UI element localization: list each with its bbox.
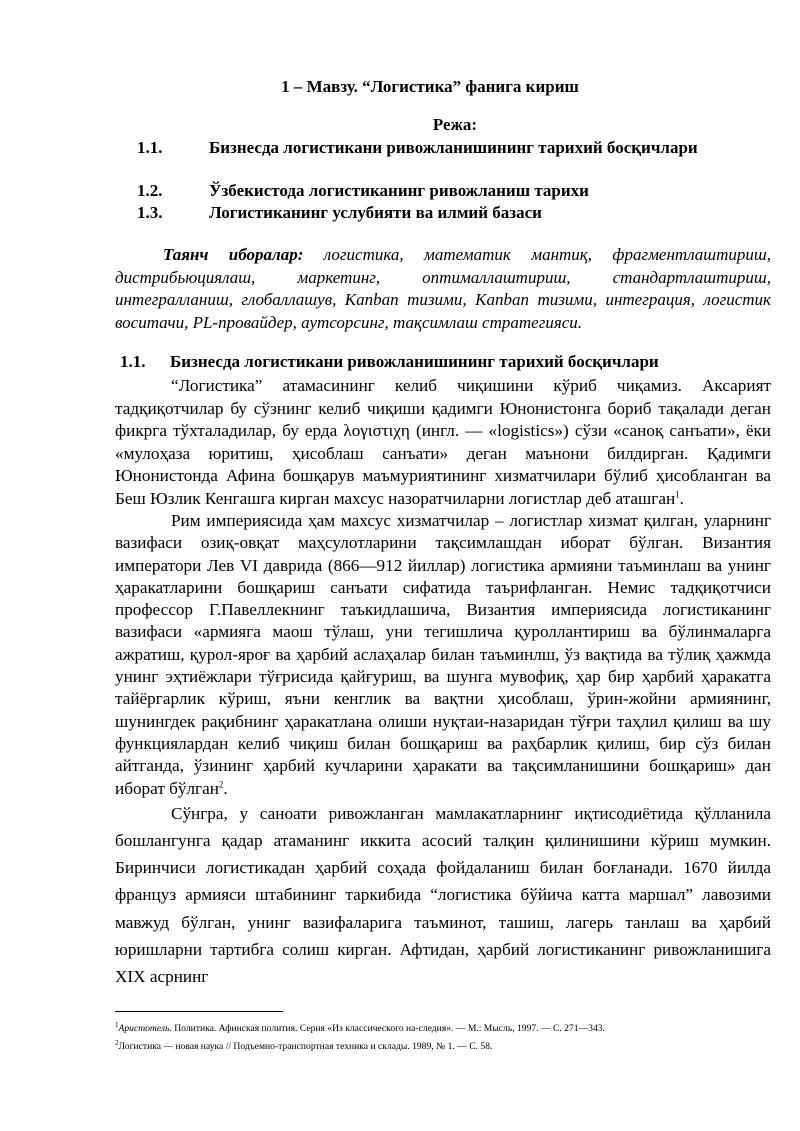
plan-item-number: 1.1. bbox=[137, 138, 163, 157]
paragraph bbox=[115, 510, 771, 800]
body-text bbox=[115, 375, 771, 990]
keywords-block bbox=[115, 244, 771, 334]
plan-item bbox=[137, 202, 773, 224]
keywords-text: логистика, математик мантиқ, фрагментлаштириш, дистрибьюциялаш, маркетинг, оптималлаштириш, стандартлаштириш, интегралланиш, глобаллашув, Kanban тизими, Kanban тизими, интеграция, логистик воситачи, PL-провайдер, аутсорсинг, тақсимлаш стратегияси. bbox=[115, 245, 772, 332]
footnotes bbox=[115, 1020, 775, 1056]
footnote-author: Аристотель bbox=[118, 1023, 170, 1034]
footnote-mark: 1 bbox=[115, 1020, 119, 1029]
section-heading bbox=[120, 352, 760, 372]
paragraph-end: . bbox=[223, 778, 228, 798]
paragraph-text: Сўнгра, у саноати ривожланган мамлакатларнинг иқтисодиётида қўлланила бошлангунга қадар атаманинг иккита асосий талқин қилинишини кўриш мумкин. Биринчиси логистикадан ҳарбий соҳада фойдаланиш билан боғланади. 1670 йилда француз армияси штабининг таркибида “логистика бўйича катта маршал” лавозими мавжуд бўлган, унинг вазифаларига таъминот, ташиш, лагерь танлаш ва ҳарбий юришларни тартибга солиш кирган. Афтидан, ҳарбий логистиканинг ривожланишига XIX асрнинг bbox=[115, 803, 771, 987]
paragraph bbox=[115, 375, 771, 510]
paragraph-end: . bbox=[679, 488, 684, 508]
plan-item bbox=[137, 180, 773, 202]
footnote-separator bbox=[115, 1011, 283, 1012]
section-number: 1.1. bbox=[120, 352, 146, 371]
plan-item-text: Ўзбекистода логистиканинг ривожланиш тарихи bbox=[209, 181, 589, 200]
plan-heading: Режа: bbox=[432, 115, 478, 134]
footnote-text: . Политика. Афинская полития. Серия «Из классического на-следия». — М.: Мысль, 1997. — С. 271—343. bbox=[169, 1023, 605, 1034]
plan-item-number: 1.3. bbox=[137, 203, 163, 222]
keywords-label: Таянч иборалар: bbox=[163, 245, 304, 264]
footnote-text: Логистика — новая наука // Подъемно-транспортная техника и склады. 1989, № 1. — С. 58. bbox=[118, 1041, 493, 1052]
footnote-mark: 2 bbox=[115, 1038, 119, 1047]
paragraph-text: “Логистика” атамасининг келиб чиқишини кўриб чиқамиз. Аксарият тадқиқотчилар бу сўзнинг келиб чиқиши қадимги Юнонистонга бориб тақалади деган фикрга тўхталадилар, бу ерда λογιστιχη (ингл. — «logistics») сўзи «саноқ санъати», ёки «мулоҳаза юритиш, ҳисоблаш санъати» деган маънони билдирган. Қадимги Юнонистонда Афина бошқарув маъмуриятининг хизматчилари бўлиб ҳисобланган ва Беш Юзлик Кенгашга кирган махсус назоратчиларни логистлар деб аташган bbox=[115, 376, 771, 508]
footnote-ref: 2 bbox=[218, 778, 224, 789]
footnote-ref: 1 bbox=[675, 488, 680, 499]
footnote bbox=[115, 1038, 775, 1056]
plan-item bbox=[137, 137, 773, 159]
plan-item-number: 1.2. bbox=[137, 181, 163, 200]
section-title: Бизнесда логистикани ривожланишининг тарихий босқичлари bbox=[170, 352, 659, 371]
paragraph-text: Рим империясида ҳам махсус хизматчилар – логистлар хизмат қилган, уларнинг вазифаси озиқ-овқат маҳсулотларини тақсимлашдан иборат бўлган. Византия императори Лев VI даврида (866—912 йиллар) логистика армияни таъминлаш ва унинг ҳаракатларини бошқариш санъати сифатида таърифланган. Немис тадқиқотчиси профессор Г.Павеллекнинг таъкидлашича, Византия империясида логистиканинг вазифаси «армияга маош тўлаш, уни тегишлича қуроллантириш ва бўлинмаларга ажратиш, қурол-яроғ ва ҳарбий аслаҳалар билан таъминлш, ўз вақтида ва тўлиқ ҳажмда унинг эҳтиёжлари тўғрисида қайғуриш, ва шунга мувофиқ, ҳар бир ҳарбий ҳаракатга тайёргарлик кўриш, яъни кенглик ва вақтни ҳисоблаш, ўрин-жойни армиянинг, шунингдек рақибнинг ҳаракатлана олиши нуқтаи-назаридан тўғри таҳлил қилиш ва шу функциялардан келиб чиқиш билан бошқариш ва раҳбарлик қилиш, бир сўз билан айтганда, ўзининг ҳарбий кучларини ҳаракати ва тақсимланишини бошқариш» дан иборат бўлган bbox=[115, 511, 771, 798]
paragraph bbox=[115, 800, 771, 990]
page-title: 1 – Мавзу. “Логистика” фанига кириш bbox=[281, 77, 579, 96]
plan-item-text: Логистиканинг услубияти ва илмий базаси bbox=[209, 203, 542, 222]
plan-item-text: Бизнесда логистикани ривожланишининг тарихий босқичлари bbox=[209, 138, 698, 157]
footnote bbox=[115, 1020, 775, 1038]
